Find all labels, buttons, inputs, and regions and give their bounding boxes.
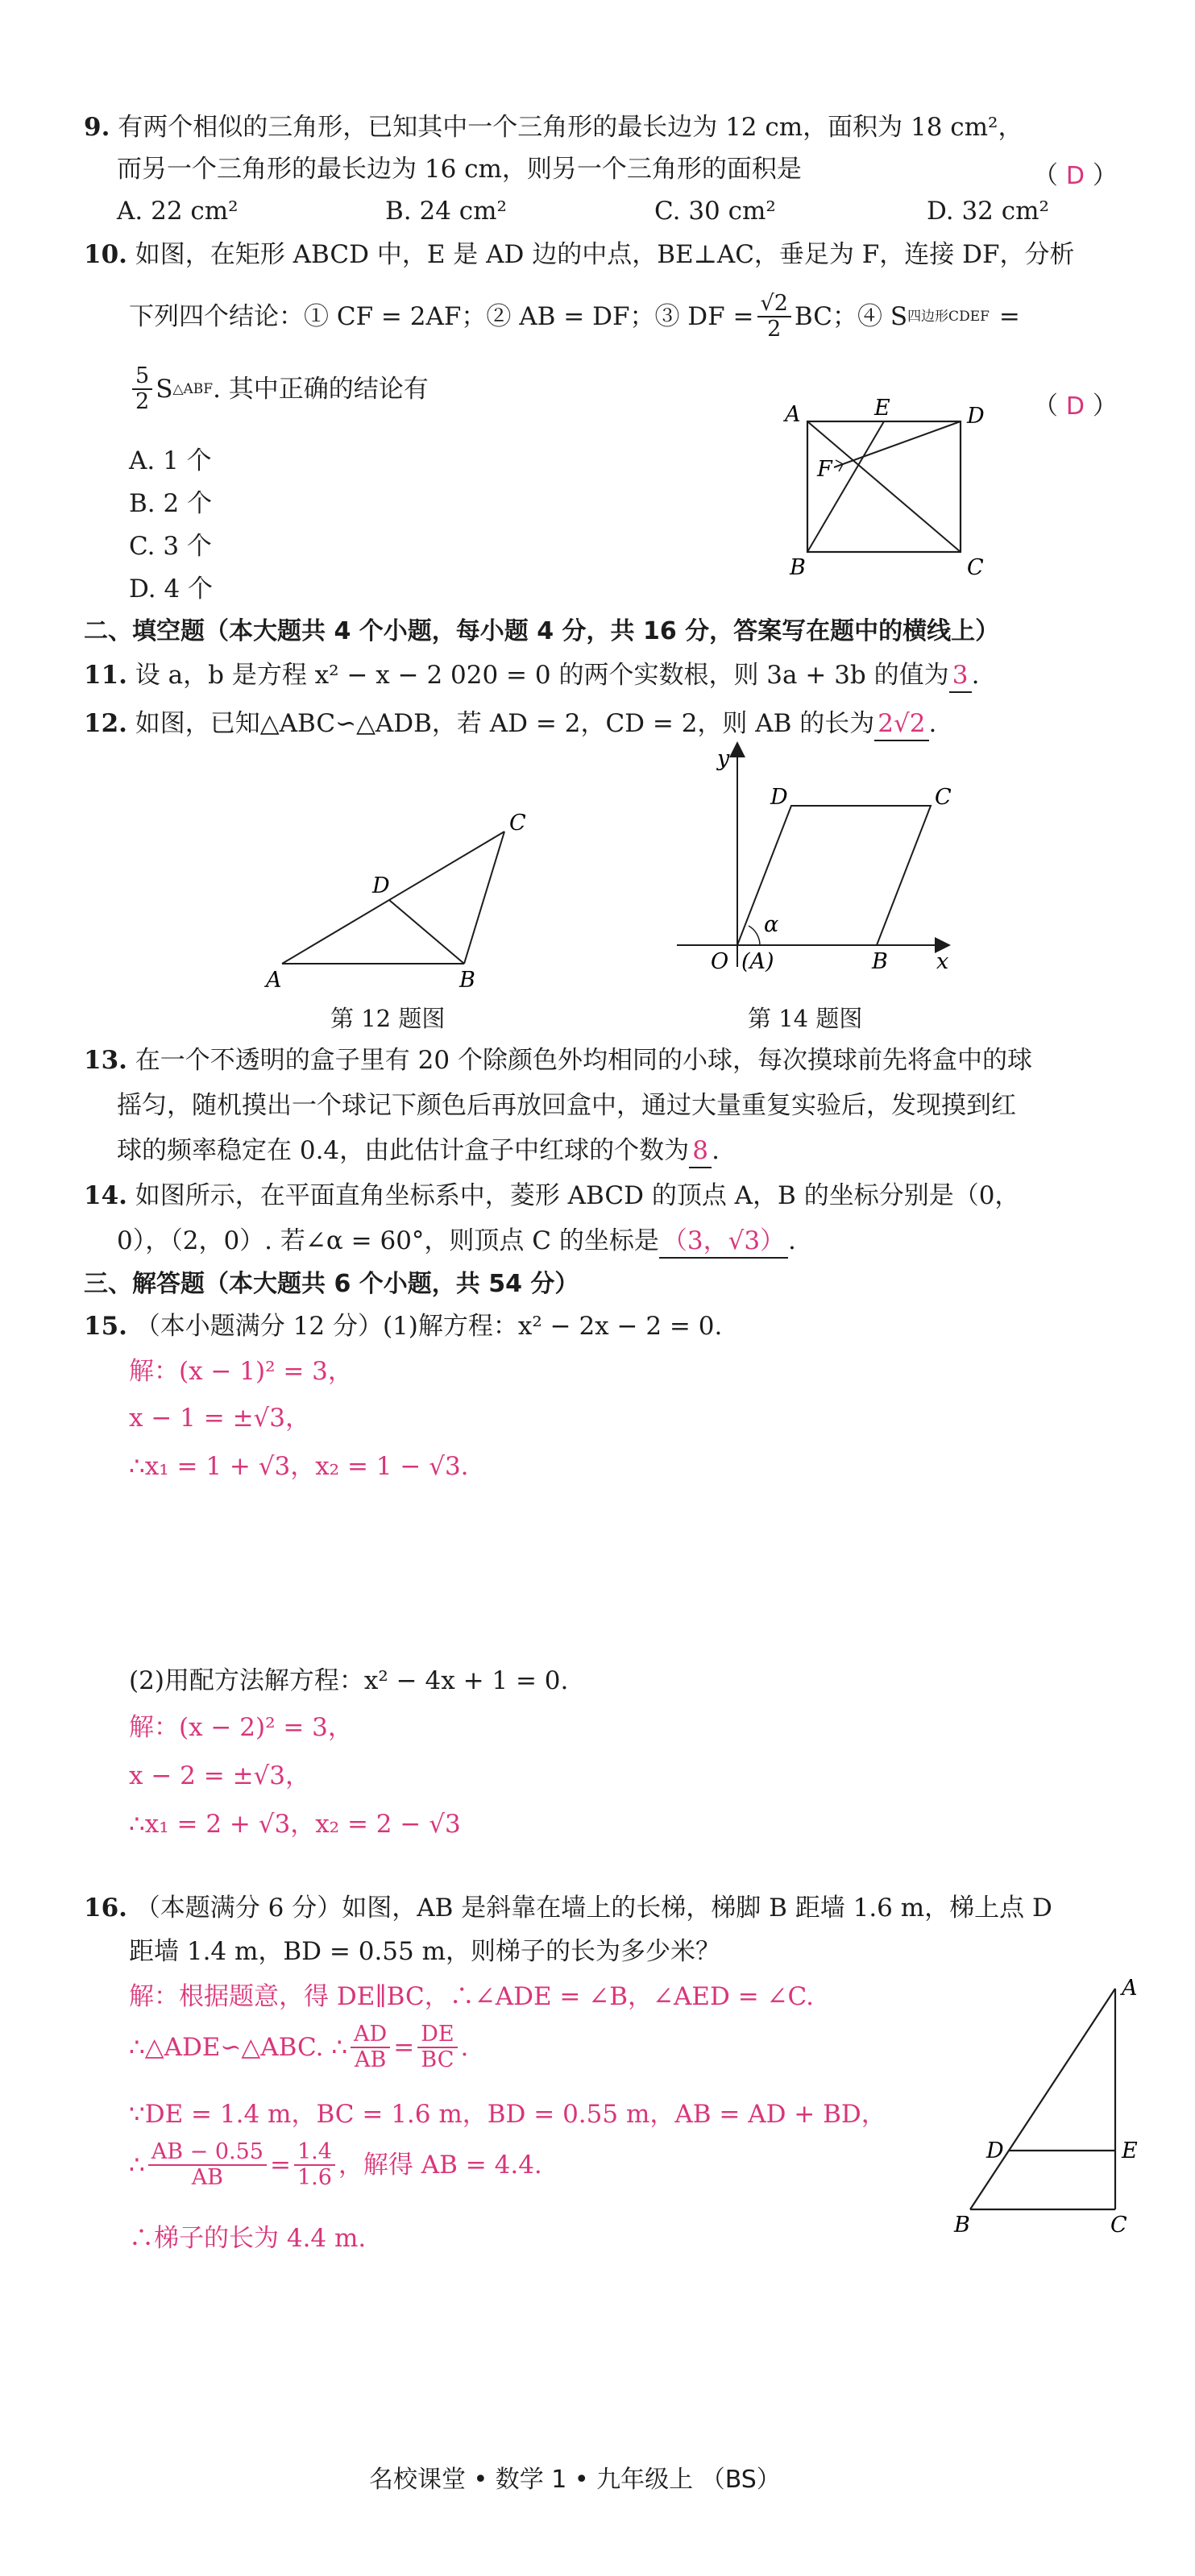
q10-line3-s: S (156, 375, 173, 404)
label-x: x (936, 949, 949, 973)
page-footer: 名校课堂 • 数学 1 • 九年级上 （BS） (369, 2466, 781, 2494)
q9-number: 9. (84, 113, 110, 142)
q14-line2-text: 0），（2，0）. 若∠α = 60°，则顶点 C 的坐标是 (117, 1226, 659, 1255)
q10-line2-part-b: BC；④ S (794, 302, 908, 331)
label-a-paren: (A) (741, 949, 774, 973)
q16-frac2-top: DE (417, 2022, 457, 2048)
q16-frac1-top: AD (351, 2022, 390, 2048)
q10-line2-equals: = (998, 302, 1020, 331)
q10 (84, 239, 1075, 271)
q9-option-b: B. 24 cm² (385, 197, 507, 226)
q9-option-d: D. 32 cm² (927, 197, 1049, 226)
q10-frac3-bot: 2 (135, 389, 150, 414)
q9-answer: D (1065, 162, 1085, 190)
q16-frac3-bot: AB (191, 2165, 224, 2190)
q10-fraction-5-over-2 (132, 364, 152, 414)
q15 (84, 1310, 722, 1342)
q10-frac-top: √2 (757, 292, 791, 317)
q14-answer-blank: （3，√3） (659, 1225, 788, 1259)
q10-line2-subscript: 四边形CDEF (907, 309, 990, 325)
q16-frac-ad-ab (351, 2022, 390, 2072)
q10-fraction-sqrt2-over-2 (757, 292, 791, 342)
q16-ladder-figure (943, 1966, 1152, 2240)
label-b: B (459, 968, 475, 993)
q15-solution2-line1: 解：(x − 2)² = 3， (129, 1713, 353, 1742)
label-a: A (785, 402, 801, 427)
diagonal-ac (807, 421, 961, 552)
q15-solution1-line3: ∴x₁ = 1 + √3，x₂ = 1 − √3. (129, 1452, 469, 1481)
q13-answer-blank: 8 (689, 1135, 712, 1168)
q13-number: 13. (84, 1046, 127, 1075)
q15-solution1-line1: 解：(x − 1)² = 3， (129, 1357, 353, 1386)
q16-frac1-bot: AB (354, 2047, 387, 2072)
label-b: B (790, 555, 806, 580)
q15-part2: (2)用配方法解方程：x² − 4x + 1 = 0. (129, 1666, 569, 1695)
q10-answer: D (1065, 392, 1085, 421)
q16-number: 16. (84, 1894, 127, 1923)
q10-frac3-top: 5 (132, 364, 152, 390)
q15-solution2-line3: ∴x₁ = 2 + √3，x₂ = 2 − √3 (129, 1810, 461, 1839)
label-alpha: α (764, 912, 779, 937)
q16-solution-line5: ∴梯子的长为 4.4 m. (129, 2224, 367, 2253)
label-c: C (1110, 2213, 1127, 2238)
q11 (84, 659, 979, 693)
q9-text-line1: 有两个相似的三角形，已知其中一个三角形的最长边为 12 cm，面积为 18 cm²， (118, 113, 1023, 142)
q11-text: 设 a，b 是方程 x² − x − 2 020 = 0 的两个实数根，则 3a + 3b 的值为 (135, 661, 949, 690)
q16-text-line1: （本题满分 6 分）如图，AB 是斜靠在墙上的长梯，梯脚 B 距墙 1.6 m，梯上点 D (135, 1894, 1052, 1923)
q14-caption: 第 14 题图 (748, 1005, 863, 1032)
q13-text-line1: 在一个不透明的盒子里有 20 个除颜色外均相同的小球，每次摸球前先将盒中的球 (135, 1046, 1032, 1075)
segment-be (807, 421, 884, 552)
label-c: C (935, 785, 952, 810)
label-d: D (372, 873, 390, 898)
q11-answer-blank: 3 (949, 659, 972, 693)
q10-text-line1: 如图，在矩形 ABCD 中，E 是 AD 边的中点，BE⊥AC，垂足为 F，连接 DF，分析 (135, 240, 1075, 269)
q16-sol4-prefix: ∴ (129, 2151, 145, 2180)
q13-line3-text: 球的频率稳定在 0.4，由此估计盒子中红球的个数为 (117, 1136, 690, 1165)
q14 (84, 1180, 1019, 1212)
q16-solution-line4 (129, 2140, 542, 2190)
q10-text-line2 (129, 292, 1020, 342)
q9-option-c: C. 30 cm² (654, 197, 776, 226)
q16-solution-line3: ∵DE = 1.4 m，BC = 1.6 m，BD = 0.55 m，AB = AD + BD， (129, 2100, 886, 2129)
q10-option-c: C. 3 个 (129, 532, 212, 561)
q14-text-line2 (117, 1225, 796, 1259)
q14-rhombus-figure (661, 740, 967, 973)
ladder-ab (970, 1989, 1115, 2209)
q15-part1: （本小题满分 12 分）(1)解方程：x² − 2x − 2 = 0. (135, 1312, 723, 1341)
q9-answer-bracket: （ D ） (1033, 161, 1118, 190)
q10-answer-bracket: （ D ） (1033, 392, 1118, 421)
q16-frac3-top: AB − 0.55 (148, 2140, 267, 2166)
label-b: B (954, 2213, 970, 2238)
label-a: A (266, 968, 282, 993)
q14-text-line1: 如图所示，在平面直角坐标系中，菱形 ABCD 的顶点 A，B 的坐标分别是（0， (135, 1181, 1020, 1210)
label-d: D (967, 404, 985, 429)
label-c: C (967, 555, 984, 580)
q16 (84, 1892, 1052, 1924)
angle-alpha-arc (749, 926, 760, 945)
q9-option-a: A. 22 cm² (117, 197, 239, 226)
q16-frac4-top: 1.4 (294, 2140, 335, 2166)
segment-ac (282, 832, 504, 964)
q16-solution-line2 (129, 2022, 468, 2072)
q16-frac-14-16 (294, 2140, 335, 2190)
q16-sol2-end: . (460, 2033, 469, 2062)
q10-option-b: B. 2 个 (129, 489, 213, 518)
q13-text-line3 (117, 1135, 720, 1168)
section-fill-in-title: 二、填空题（本大题共 4 个小题，每小题 4 分，共 16 分，答案写在题中的横线上） (84, 617, 1000, 645)
q15-number: 15. (84, 1312, 127, 1341)
label-c: C (509, 811, 526, 836)
q12-triangle-figure (258, 806, 548, 999)
label-d: D (986, 2138, 1004, 2163)
q10-text-line3 (129, 364, 429, 414)
q12-number: 12. (84, 709, 127, 738)
q9 (84, 111, 1023, 143)
q16-frac4-bot: 1.6 (297, 2165, 332, 2190)
q15-solution2-line2: x − 2 = ±√3， (129, 1761, 311, 1790)
q10-number: 10. (84, 240, 127, 269)
label-o: O (711, 949, 729, 973)
q12 (84, 707, 936, 741)
q16-sol4-end: ，解得 AB = 4.4. (338, 2151, 542, 2180)
label-y: y (717, 746, 730, 771)
segment-bd (389, 900, 464, 964)
q11-end: . (971, 661, 980, 690)
q14-end: . (788, 1226, 796, 1255)
label-f: F (817, 457, 832, 482)
q12-caption: 第 12 题图 (330, 1005, 446, 1032)
q13 (84, 1044, 1032, 1076)
q16-solution-line1: 解：根据题意，得 DE∥BC，∴∠ADE = ∠B，∠AED = ∠C. (129, 1982, 814, 2011)
label-a: A (1122, 1976, 1138, 2001)
section-solve-title: 三、解答题（本大题共 6 个小题，共 54 分） (84, 1270, 579, 1298)
q10-line2-part-a: 下列四个结论：① CF = 2AF；② AB = DF；③ DF = (129, 302, 754, 331)
label-e: E (1122, 2138, 1138, 2163)
q12-text: 如图，已知△ABC∽△ADB，若 AD = 2，CD = 2，则 AB 的长为 (135, 709, 875, 738)
q12-end: . (928, 709, 937, 738)
q13-text-line2: 摇匀，随机摸出一个球记下颜色后再放回盒中，通过大量重复实验后，发现摸到红 (117, 1091, 1016, 1120)
q10-frac-bot: 2 (767, 317, 782, 342)
q10-rectangle-figure (774, 399, 1015, 588)
q16-sol2-equals: = (393, 2033, 415, 2062)
q12-answer-blank: 2√2 (874, 707, 928, 741)
q16-text-line2: 距墙 1.4 m，BD = 0.55 m，则梯子的长为多少米？ (129, 1937, 720, 1966)
q14-number: 14. (84, 1181, 127, 1210)
label-e: E (874, 399, 890, 421)
segment-df (834, 421, 961, 467)
q9-text-line2: 而另一个三角形的最长边为 16 cm，则另一个三角形的面积是 (117, 155, 802, 184)
q10-line3-text: . 其中正确的结论有 (213, 375, 429, 404)
q15-solution1-line2: x − 1 = ±√3， (129, 1404, 311, 1433)
label-d: D (770, 785, 788, 810)
q11-number: 11. (84, 661, 127, 690)
q10-option-a: A. 1 个 (129, 446, 212, 475)
q16-sol2-prefix: ∴△ADE∽△ABC. ∴ (129, 2033, 348, 2062)
q16-frac-de-bc (417, 2022, 457, 2072)
q16-frac-ab-minus (148, 2140, 267, 2190)
q16-frac2-bot: BC (421, 2047, 454, 2072)
q16-sol4-equals: = (269, 2151, 291, 2180)
label-b: B (872, 949, 888, 973)
q10-line3-subscript: △ABF (172, 381, 214, 397)
q10-option-d: D. 4 个 (129, 575, 214, 604)
q13-end: . (712, 1136, 720, 1165)
